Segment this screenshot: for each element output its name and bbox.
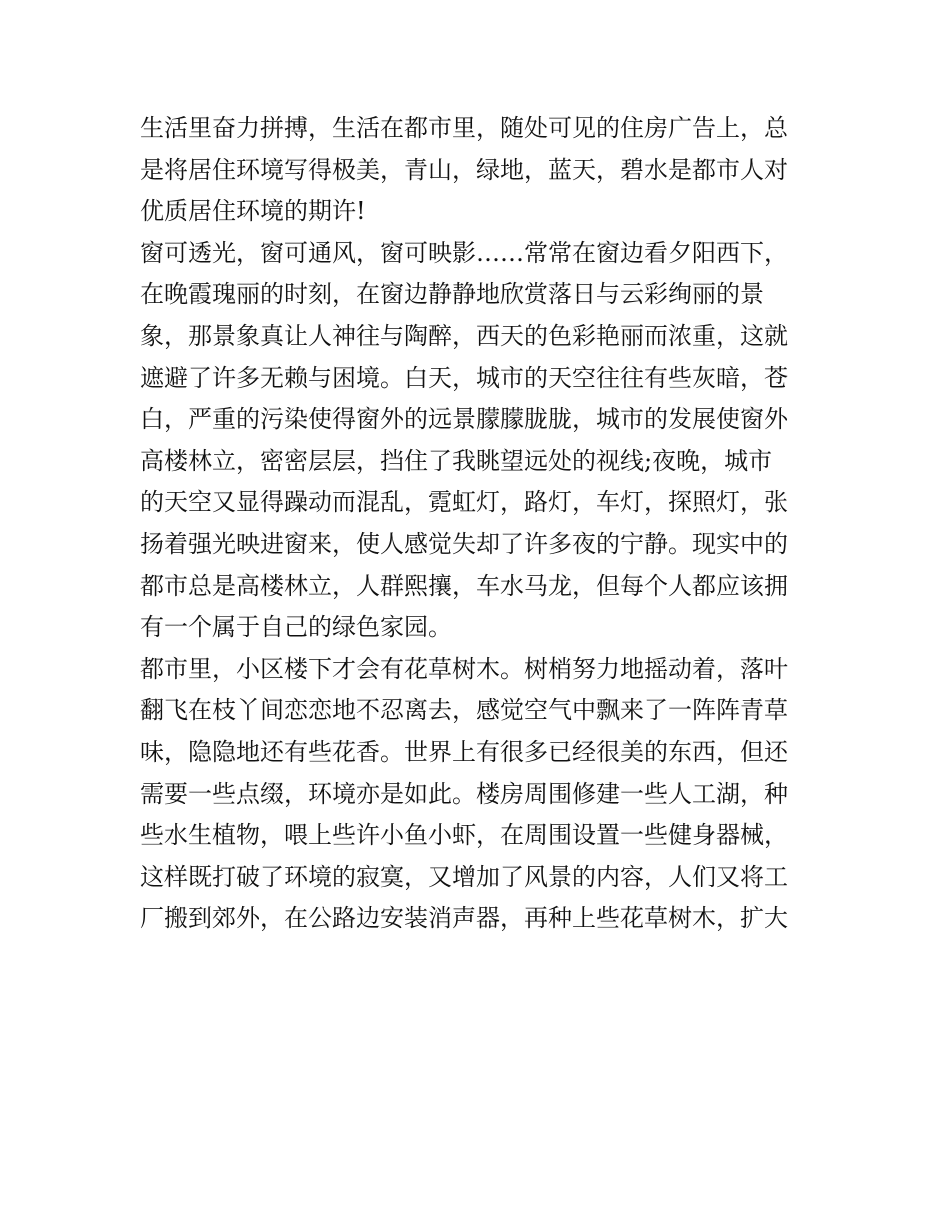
text-line: 都市里，小区楼下才会有花草树木。树梢努力地摇动着，落叶 [140, 654, 788, 683]
text-line: 遮避了许多无赖与困境。白天，城市的天空往往有些灰暗，苍 [140, 363, 788, 392]
text-line: 白，严重的污染使得窗外的远景朦朦胧胧，城市的发展使窗外 [140, 405, 788, 434]
text-line: 厂搬到郊外，在公路边安装消声器，再种上些花草树木，扩大 [140, 904, 788, 933]
text-line: 味，隐隐地还有些花香。世界上有很多已经很美的东西，但还 [140, 737, 788, 766]
paragraph-3 [140, 649, 820, 940]
text-line: 些水生植物，喂上些许小鱼小虾，在周围设置一些健身器械， [140, 821, 788, 850]
text-line: 翻飞在枝丫间恋恋地不忍离去，感觉空气中飘来了一阵阵青草 [140, 696, 788, 725]
text-line: 都市总是高楼林立，人群熙攘，车水马龙，但每个人都应该拥 [140, 571, 788, 600]
document-body [140, 108, 820, 940]
text-line: 的天空又显得躁动而混乱，霓虹灯，路灯，车灯，探照灯，张 [140, 488, 788, 517]
paragraph-2 [140, 233, 820, 649]
text-line: 在晚霞瑰丽的时刻，在窗边静静地欣赏落日与云彩绚丽的景 [140, 280, 764, 309]
text-line: 高楼林立，密密层层，挡住了我眺望远处的视线;夜晚，城市 [140, 446, 773, 475]
text-line: 象，那景象真让人神往与陶醉，西天的色彩艳丽而浓重，这就 [140, 321, 788, 350]
text-line: 这样既打破了环境的寂寞，又增加了风景的内容，人们又将工 [140, 862, 788, 891]
text-line: 生活里奋力拼搏，生活在都市里，随处可见的住房广告上，总 [140, 114, 788, 142]
paragraph-1 [140, 108, 820, 233]
text-line: 有一个属于自己的绿色家园。 [140, 613, 452, 642]
text-line: 窗可透光，窗可通风，窗可映影……常常在窗边看夕阳西下， [140, 238, 788, 267]
text-line: 是将居住环境写得极美，青山，绿地，蓝天，碧水是都市人对 [140, 155, 788, 184]
text-line: 扬着强光映进窗来，使人感觉失却了许多夜的宁静。现实中的 [140, 529, 788, 558]
text-line: 优质居住环境的期许! [140, 197, 366, 226]
text-line: 需要一些点缀，环境亦是如此。楼房周围修建一些人工湖，种 [140, 779, 788, 808]
